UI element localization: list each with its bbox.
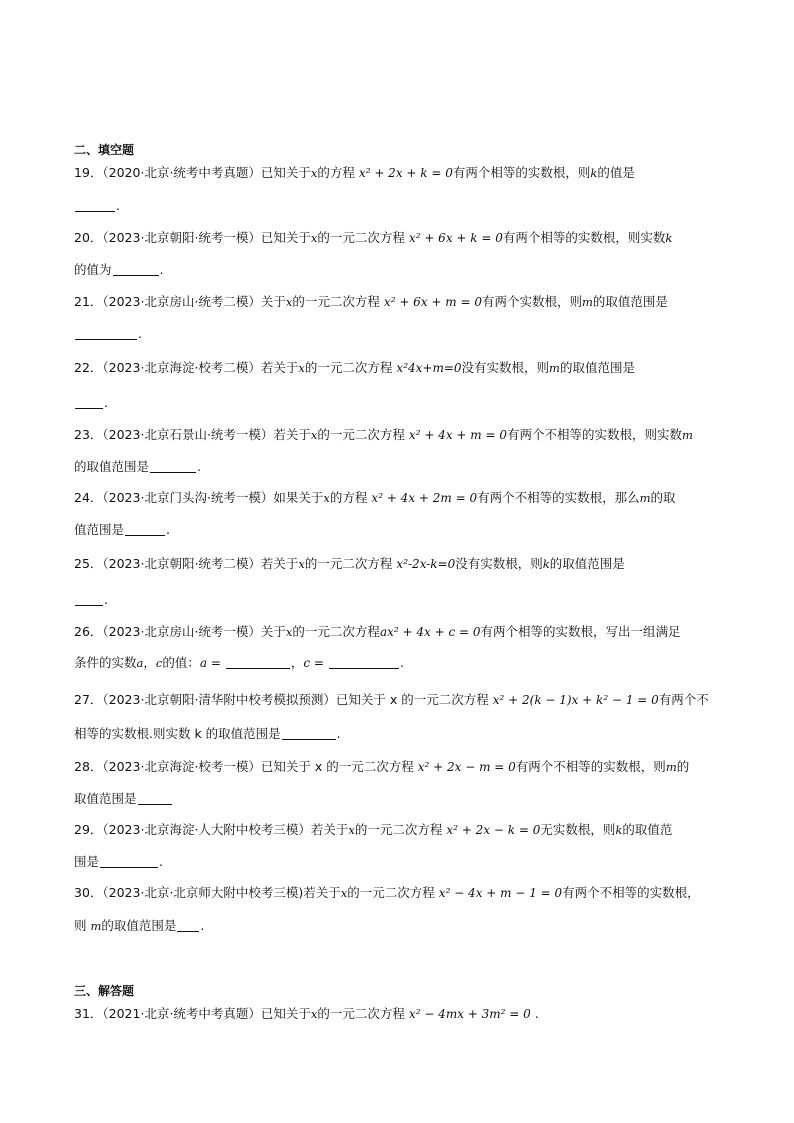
q22-end: 的取值范围是 [559, 360, 635, 375]
q26-sep: ， [143, 655, 156, 670]
q20-mid: 的一元二次方程 [317, 230, 405, 245]
q21-equation: x² + 6x + m = 0 [383, 295, 482, 309]
q31-equation: x² − 4mx + 3m² = 0 [408, 1007, 531, 1021]
q26-var-a: a [136, 656, 144, 670]
question-21 [74, 294, 668, 310]
q26-comma: ， [290, 655, 304, 670]
q21-prefix: 21．（2023·北京房山·统考二模）关于 [74, 294, 286, 309]
answer-blank-25[interactable] [75, 593, 103, 606]
answer-blank-30[interactable] [177, 919, 199, 932]
question-20 [74, 230, 672, 246]
q31-tail: . [534, 1006, 539, 1021]
answer-blank-20[interactable] [113, 263, 159, 276]
q19-suffix: 有两个相等的实数根，则 [452, 165, 591, 180]
q26-var-x: x [285, 625, 293, 639]
q23-line2: 的取值范围是 [74, 459, 150, 474]
q24-tail: . [166, 522, 170, 537]
q26-c-eq: c = [303, 656, 324, 670]
question-26 [74, 624, 681, 640]
q29-end: 的取值范 [622, 822, 673, 837]
q20-line2: 的值为 [74, 262, 112, 277]
question-25 [74, 556, 625, 572]
q21-end: 的取值范围是 [592, 294, 668, 309]
q19-tail: . [116, 198, 120, 213]
question-26-line2 [74, 655, 404, 671]
q25-var-k: k [542, 557, 550, 571]
q22-var-m: m [549, 361, 560, 375]
answer-blank-26-a[interactable] [226, 656, 290, 669]
q26-line2: 条件的实数 [74, 655, 137, 670]
section-heading-fill-in: 二、填空题 [74, 143, 135, 157]
answer-blank-22[interactable] [75, 396, 103, 409]
q23-prefix: 23．（2023·北京石景山·统考一模）若关于 [74, 427, 311, 442]
q21-var-x: x [285, 295, 293, 309]
question-20-line2 [74, 262, 164, 278]
q22-prefix: 22．（2023·北京海淀·校考二模）若关于 [74, 360, 299, 375]
q19-prefix: 19．（2020·北京·统考中考真题）已知关于 [74, 165, 311, 180]
q29-tail: . [159, 854, 163, 869]
q25-var-x: x [298, 557, 305, 571]
q28-prefix: 28．（2023·北京海淀·校考一模）已知关于 x 的一元二次方程 [74, 759, 414, 774]
q24-line2: 值范围是 [74, 522, 125, 537]
question-24-line2 [74, 522, 170, 538]
q21-mid: 的一元二次方程 [292, 294, 380, 309]
question-28 [74, 759, 689, 775]
question-25-answer-line [74, 592, 108, 608]
q30-line2b: 的取值范围是 [101, 918, 177, 933]
question-23 [74, 427, 693, 443]
question-19 [74, 165, 635, 181]
q31-prefix: 31．（2021·北京·统考中考真题）已知关于 [74, 1006, 311, 1021]
answer-blank-23[interactable] [150, 460, 196, 473]
q20-equation: x² + 6x + k = 0 [408, 231, 503, 245]
q20-tail: . [159, 262, 164, 277]
q23-var-m: m [681, 428, 693, 442]
q26-tail: . [399, 655, 404, 670]
q25-suffix: 没有实数根，则 [455, 556, 543, 571]
q28-end: 的 [676, 759, 690, 774]
q28-line2: 取值范围是 [74, 791, 137, 806]
q21-var-m: m [581, 295, 593, 309]
q24-equation: x² + 4x + 2m = 0 [371, 491, 478, 505]
q22-suffix: 没有实数根，则 [461, 360, 550, 375]
q22-mid: 的一元二次方程 [304, 360, 393, 375]
q30-tail: . [200, 918, 205, 933]
q27-prefix: 27．（2023·北京朝阳·清华附中校考模拟预测）已知关于 x 的一元二次方程 [74, 692, 489, 707]
q29-var-k: k [615, 823, 623, 837]
q19-var-x: x [310, 166, 318, 180]
q24-var-m: m [639, 491, 651, 505]
q23-mid: 的一元二次方程 [317, 427, 405, 442]
q31-var-x: x [310, 1007, 318, 1021]
question-23-line2 [74, 459, 201, 475]
q22-equation: x²4x+m=0 [396, 361, 462, 375]
q19-equation: x² + 2x + k = 0 [358, 166, 453, 180]
q24-end: 的取 [650, 490, 676, 505]
q23-equation: x² + 4x + m = 0 [408, 428, 507, 442]
q30-line2: 则 [74, 918, 87, 933]
q28-suffix: 有两个不相等的实数根，则 [515, 759, 666, 774]
question-29 [74, 822, 672, 838]
q27-tail: . [336, 726, 341, 741]
question-31 [74, 1006, 539, 1022]
q26-prefix: 26．（2023·北京房山·统考一模）关于 [74, 624, 286, 639]
q29-line2: 围是 [74, 854, 100, 869]
q28-var-m: m [665, 760, 677, 774]
question-27 [74, 692, 709, 708]
q20-var-x: x [310, 231, 318, 245]
q24-var-x: x [323, 491, 330, 505]
q23-var-x: x [310, 428, 318, 442]
answer-blank-27[interactable] [282, 727, 336, 740]
q29-equation: x² + 2x − k = 0 [446, 823, 541, 837]
q27-suffix: 有两个不 [658, 692, 709, 707]
question-21-answer-line [74, 326, 142, 342]
q26-line2b: 的值： [162, 655, 200, 670]
q22-tail: . [104, 395, 108, 410]
answer-blank-21[interactable] [75, 327, 137, 340]
question-22 [74, 360, 635, 376]
q31-mid: 的一元二次方程 [317, 1006, 405, 1021]
q21-suffix: 有两个实数根，则 [481, 294, 582, 309]
q25-equation: x²-2x-k=0 [396, 557, 456, 571]
q23-suffix: 有两个不相等的实数根，则实数 [506, 427, 682, 442]
q20-suffix: 有两个相等的实数根，则实数 [502, 230, 666, 245]
q24-suffix: 有两个不相等的实数根，那么 [477, 490, 640, 505]
q27-line2: 相等的实数根.则实数 k 的取值范围是 [74, 726, 281, 741]
question-28-line2 [74, 791, 173, 807]
q26-suffix: 有两个相等的实数根，写出一组满足 [480, 624, 681, 639]
q21-tail: . [138, 326, 142, 341]
q25-prefix: 25．（2023·北京朝阳·统考二模）若关于 [74, 556, 299, 571]
q26-a-eq: a = [199, 656, 221, 670]
q23-tail: . [197, 459, 201, 474]
answer-blank-26-c[interactable] [329, 656, 399, 669]
q25-mid: 的一元二次方程 [304, 556, 393, 571]
question-30-line2 [74, 918, 204, 934]
question-27-line2 [74, 726, 341, 742]
q29-suffix: 无实数根，则 [540, 822, 616, 837]
q26-equation: ax² + 4x + c = 0 [379, 625, 481, 639]
q29-mid: 的一元二次方程 [354, 822, 443, 837]
q24-mid: 的方程 [329, 490, 368, 505]
question-30 [74, 885, 700, 901]
question-22-answer-line [74, 395, 108, 411]
q22-var-x: x [298, 361, 305, 375]
q24-prefix: 24．（2023·北京门头沟·统考一模）如果关于 [74, 490, 324, 505]
q28-equation: x² + 2x − m = 0 [417, 760, 516, 774]
q26-var-c: c [155, 656, 163, 670]
answer-blank-19[interactable] [75, 199, 115, 212]
question-19-answer-line [74, 198, 120, 214]
q30-var-m: m [90, 919, 102, 933]
question-24 [74, 490, 676, 506]
q30-prefix: 30．（2023·北京·北京师大附中校考三模)若关于 [74, 885, 341, 900]
q25-end: 的取值范围是 [549, 556, 625, 571]
q20-prefix: 20．（2023·北京朝阳·统考一模）已知关于 [74, 230, 311, 245]
answer-blank-29[interactable] [100, 855, 158, 868]
q27-equation: x² + 2(k − 1)x + k² − 1 = 0 [492, 693, 659, 707]
q30-equation: x² − 4x + m − 1 = 0 [438, 886, 563, 900]
q25-tail: . [104, 592, 108, 607]
answer-blank-24[interactable] [125, 523, 165, 536]
q19-var-k: k [590, 166, 598, 180]
q30-mid: 的一元二次方程 [347, 885, 435, 900]
q19-mid: 的方程 [317, 165, 355, 180]
q20-var-k: k [665, 231, 673, 245]
q26-mid: 的一元二次方程 [292, 624, 380, 639]
section-heading-answer: 三、解答题 [74, 984, 135, 998]
question-29-line2 [74, 854, 163, 870]
q30-var-x: x [340, 886, 348, 900]
q29-var-x: x [348, 823, 355, 837]
q29-prefix: 29．（2023·北京海淀·人大附中校考三模）若关于 [74, 822, 349, 837]
answer-blank-28[interactable] [138, 792, 172, 805]
q30-suffix: 有两个不相等的实数根， [562, 885, 700, 900]
q19-end: 的值是 [597, 165, 635, 180]
